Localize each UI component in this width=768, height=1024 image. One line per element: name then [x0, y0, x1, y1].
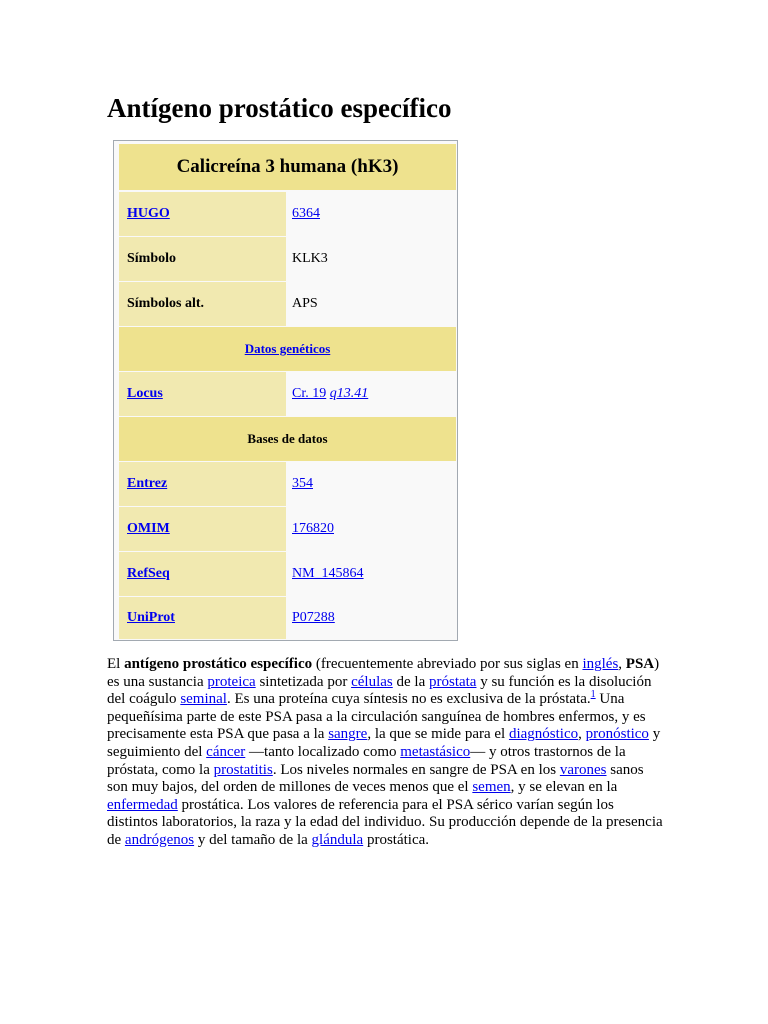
link-proteica[interactable]: proteica — [207, 673, 256, 690]
infobox-label-refseq — [119, 552, 286, 596]
text-span: , la que se mide para el — [367, 726, 509, 743]
entrez-link[interactable]: Entrez — [127, 476, 168, 491]
infobox-label-locus — [119, 372, 286, 416]
link-metastasico[interactable]: metastásico — [400, 743, 471, 760]
link-semen[interactable]: semen — [472, 779, 511, 796]
text-span: —tanto localizado como — [245, 743, 401, 760]
infobox — [113, 140, 458, 641]
link-celulas[interactable]: células — [351, 673, 393, 690]
infobox-value-locus — [286, 372, 456, 416]
link-varones[interactable]: varones — [559, 761, 607, 778]
entrez-id-link[interactable]: 354 — [292, 476, 313, 491]
text-span: — y otros trastornos de la próstata, como la — [107, 743, 626, 778]
text-span: y del tamaño de la — [194, 831, 312, 848]
omim-id-link[interactable]: 176820 — [292, 521, 334, 536]
text-span: (frecuentemente abreviado por sus siglas en — [312, 656, 583, 672]
text-span: . Los niveles normales en sangre de PSA en los — [272, 761, 560, 778]
link-enfermedad[interactable]: enfermedad — [107, 796, 178, 813]
hugo-id-link[interactable]: 6364 — [292, 206, 320, 221]
link-diagnostico[interactable]: diagnóstico — [508, 726, 579, 743]
text-span: Una pequeñísima parte de este PSA pasa a la circulación sanguínea de hombres enfermos, y es precisamente esta PSA que pasa a la — [107, 691, 646, 743]
uniprot-link[interactable]: UniProt — [127, 610, 175, 625]
infobox-section-datos-geneticos — [119, 327, 456, 371]
text-span: sintetizada por — [255, 673, 352, 690]
chromosome-link[interactable]: Cr. 19 — [292, 386, 327, 401]
text-span: y seguimiento del — [107, 726, 661, 760]
bold-acronym: PSA — [625, 656, 655, 672]
infobox-value-refseq — [286, 552, 456, 596]
link-androgenos[interactable]: andrógenos — [124, 831, 195, 848]
article-title: Antígeno prostático específico — [107, 93, 452, 123]
datos-geneticos-link[interactable]: Datos genéticos — [244, 341, 331, 356]
text-span: prostática. Los valores de referencia para el PSA sérico varían según los distintos laboratorios, la raza y la edad del individuo. Su producción depende de la presencia de — [107, 796, 663, 848]
locus-link[interactable]: Locus — [127, 386, 163, 401]
text-span: prostática. — [363, 831, 430, 848]
link-prostata[interactable]: próstata — [428, 673, 477, 690]
infobox-label-omim — [119, 507, 286, 551]
link-cancer[interactable]: cáncer — [206, 743, 246, 760]
text-span: de la — [392, 673, 429, 690]
infobox-label-simbolos-alt: Símbolos alt. — [119, 282, 286, 326]
text-span: , — [578, 726, 586, 743]
uniprot-id-link[interactable]: P07288 — [292, 610, 335, 625]
bold-term: antígeno prostático específico — [124, 656, 313, 672]
link-sangre[interactable]: sangre — [328, 726, 368, 743]
link-prostatitis[interactable]: prostatitis — [213, 761, 273, 778]
link-seminal[interactable]: seminal — [180, 691, 227, 708]
text-span: ) es una sustancia — [107, 656, 660, 690]
infobox-label-entrez — [119, 462, 286, 506]
infobox-value-omim — [286, 507, 456, 551]
refseq-id-link[interactable]: NM_145864 — [292, 566, 364, 581]
text-span: , y se elevan en la — [510, 779, 618, 796]
infobox-value-hugo — [286, 192, 456, 236]
text-span: , — [618, 656, 626, 672]
infobox-value-simbolos-alt: APS — [286, 282, 456, 326]
infobox-title: Calicreína 3 humana (hK3) — [119, 144, 456, 190]
text-span: y su función es la disolución del coágulo — [107, 673, 652, 708]
footnote-link[interactable]: 1 — [590, 689, 596, 701]
infobox-value-entrez — [286, 462, 456, 506]
refseq-link[interactable]: RefSeq — [127, 566, 170, 581]
text-span: . Es una proteína cuya síntesis no es exclusiva de la próstata. — [226, 691, 591, 708]
link-glandula[interactable]: glándula — [311, 831, 364, 848]
text-span: El — [107, 656, 125, 672]
infobox-label-uniprot — [119, 597, 286, 639]
link-ingles[interactable]: inglés — [582, 656, 619, 672]
article-paragraph — [107, 656, 667, 850]
infobox-label-simbolo: Símbolo — [119, 237, 286, 281]
band-link[interactable]: q13.41 — [329, 386, 369, 401]
omim-link[interactable]: OMIM — [127, 521, 170, 536]
text-span: sanos son muy bajos, del orden de millones de veces menos que el — [107, 761, 644, 796]
infobox-value-simbolo: KLK3 — [286, 237, 456, 281]
hugo-link[interactable]: HUGO — [127, 206, 170, 221]
link-pronostico[interactable]: pronóstico — [585, 726, 649, 743]
infobox-section-bases-de-datos: Bases de datos — [119, 417, 456, 461]
infobox-value-uniprot — [286, 597, 456, 639]
infobox-label-hugo — [119, 192, 286, 236]
